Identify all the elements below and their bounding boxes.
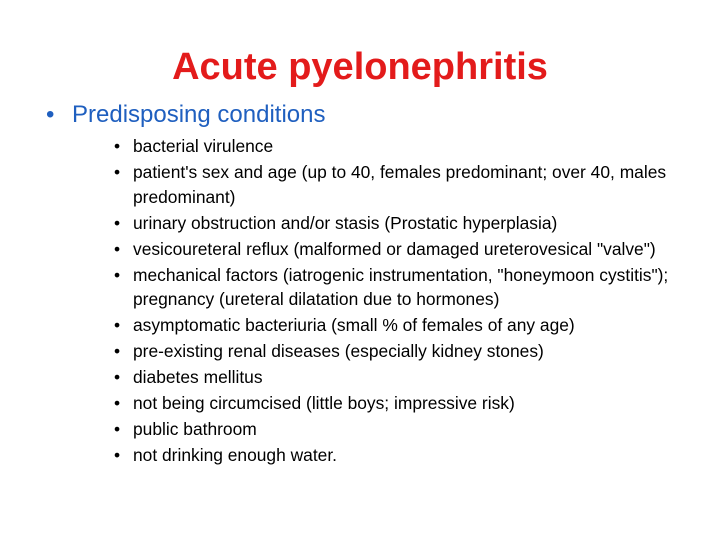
bullet-dot: •	[114, 341, 121, 361]
list-item-text: diabetes mellitus	[133, 367, 263, 387]
list-item	[114, 365, 674, 390]
list-item-text: vesicoureteral reflux (malformed or damaged ureterovesical "valve")	[133, 238, 656, 259]
list-item	[114, 263, 674, 312]
list-item	[114, 417, 674, 442]
bullet-dot: •	[114, 393, 121, 413]
bullet-dot: •	[114, 315, 121, 335]
list-item-text: not drinking enough water.	[133, 445, 337, 465]
list-item	[114, 237, 674, 262]
list-item	[114, 211, 674, 236]
conditions-list	[114, 134, 674, 469]
bullet-dot: •	[114, 367, 121, 387]
bullet-dot: •	[114, 419, 121, 439]
list-item-text: bacterial virulence	[133, 136, 274, 156]
bullet-dot: •	[114, 238, 121, 259]
list-item	[114, 443, 674, 468]
list-item-text: urinary obstruction and/or stasis (Prostatic hyperplasia)	[133, 212, 558, 233]
list-item-text: patient's sex and age (up to 40, females predominant; over 40, males predominant)	[133, 162, 667, 207]
list-item-text: not being circumcised (little boys; impressive risk)	[133, 393, 515, 413]
list-item	[114, 391, 674, 416]
bullet-dot: •	[114, 212, 121, 233]
list-item-text: public bathroom	[133, 419, 257, 439]
list-item-text: mechanical factors (iatrogenic instrumentation, "honeymoon cystitis"); pregnancy (ureteral dilatation due to hormones)	[133, 264, 669, 309]
bullet-dot: •	[114, 136, 121, 156]
section-bullet: •	[46, 101, 55, 128]
list-item	[114, 339, 674, 364]
list-item-text: asymptomatic bacteriuria (small % of females of any age)	[133, 315, 575, 335]
list-item	[114, 134, 674, 159]
bullet-dot: •	[114, 264, 121, 285]
list-item	[114, 313, 674, 338]
bullet-dot: •	[114, 445, 121, 465]
list-item-text: pre-existing renal diseases (especially kidney stones)	[133, 341, 544, 361]
section-label: Predisposing conditions	[72, 101, 326, 128]
list-item	[114, 160, 674, 209]
slide-title: Acute pyelonephritis	[172, 46, 548, 88]
bullet-dot: •	[114, 162, 121, 182]
